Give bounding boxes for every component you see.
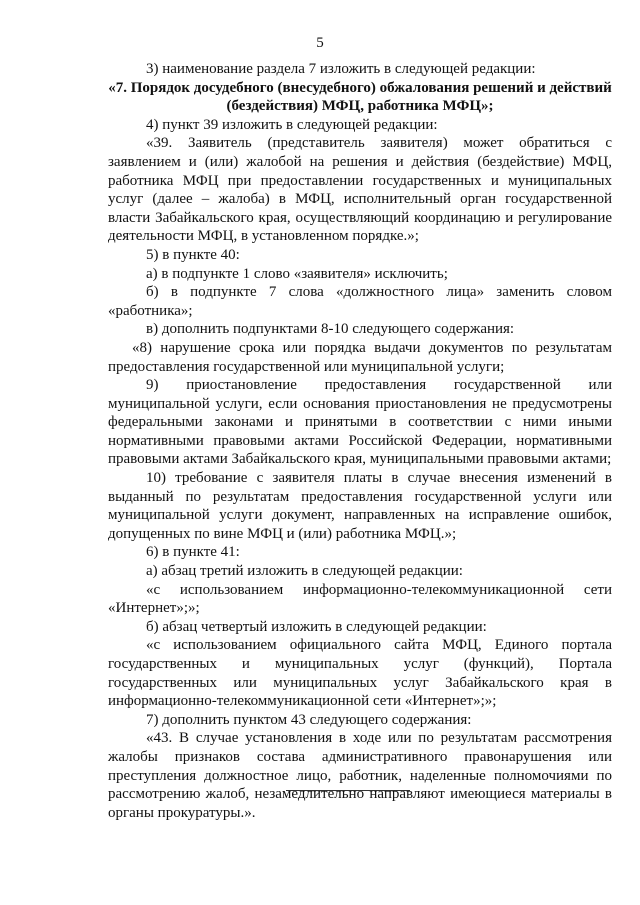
paragraph-item-6b: б) абзац четвертый изложить в следующей редакции: [146, 618, 487, 635]
document-body [108, 60, 612, 822]
paragraph-subclause-8: «8) нарушение срока или порядка выдачи документов по результатам предоставления государственной или муниципальной услуги; [108, 339, 612, 375]
end-divider [286, 790, 410, 791]
paragraph-item-6b-text: «с использованием официального сайта МФЦ, Единого портала государственных и муниципальных услуг (функций), Портала государственных или муниципальных услуг Забайкальского края в информационно-телекоммуникационной сети «Интернет»;»; [108, 637, 612, 710]
paragraph-item-5a: а) в подпункте 1 слово «заявителя» исключить; [146, 265, 448, 282]
paragraph-item-5v: в) дополнить подпунктами 8-10 следующего содержания: [146, 321, 515, 338]
paragraph-item-6a: а) абзац третий изложить в следующей редакции: [146, 563, 463, 580]
page-number: 5 [316, 35, 324, 51]
paragraph-item-5: 5) в пункте 40: [146, 246, 240, 263]
paragraph-item-6: 6) в пункте 41: [146, 544, 240, 561]
paragraph-item-3: 3) наименование раздела 7 изложить в следующей редакции: [146, 61, 536, 77]
paragraph-clause-39: «39. Заявитель (представитель заявителя) может обратиться с заявлением и (или) жалобой на решения и действия (бездействие) МФЦ, работника МФЦ при предоставлении государственных и муниципальных услуг (далее – жалоба) в МФЦ, исполнительный орган государственной власти Забайкальского края, осуществляющий координацию и регулирование деятельности МФЦ, в установленном порядке.»; [108, 135, 612, 245]
paragraph-clause-43: «43. В случае установления в ходе или по результатам рассмотрения жалобы признаков состава административного правонарушения или преступления должностное лицо, работник, наделенные полномочиями по рассмотрению жалоб, незамедлительно направляют имеющиеся материалы в органы прокуратуры.». [108, 730, 612, 821]
paragraph-item-4: 4) пункт 39 изложить в следующей редакции: [146, 116, 438, 133]
paragraph-item-7: 7) дополнить пунктом 43 следующего содержания: [146, 711, 472, 728]
paragraph-subclause-9: 9) приостановление предоставления государственной или муниципальной услуги, если основания приостановления не предусмотрены федеральными законами и принятыми в соответствии с ними иными нормативными правовыми актами Российской Федерации, нормативными правовыми актами Забайкальского края, муниципальными правовыми актами; [108, 377, 612, 468]
paragraph-item-6a-text: «с использованием информационно-телекоммуникационной сети «Интернет»;»; [108, 581, 612, 617]
section-7-title: «7. Порядок досудебного (внесудебного) обжалования решений и действий (бездействия) МФЦ, работника МФЦ»; [108, 79, 612, 115]
paragraph-item-5b: б) в подпункте 7 слова «должностного лица» заменить словом «работника»; [108, 284, 612, 319]
paragraph-subclause-10: 10) требование с заявителя платы в случае внесения изменений в выданный по результатам предоставления государственной услуги или муниципальной услуги документ, направленных на исправление ошибок, допущенных по вине МФЦ и (или) работника МФЦ.»; [108, 470, 612, 542]
